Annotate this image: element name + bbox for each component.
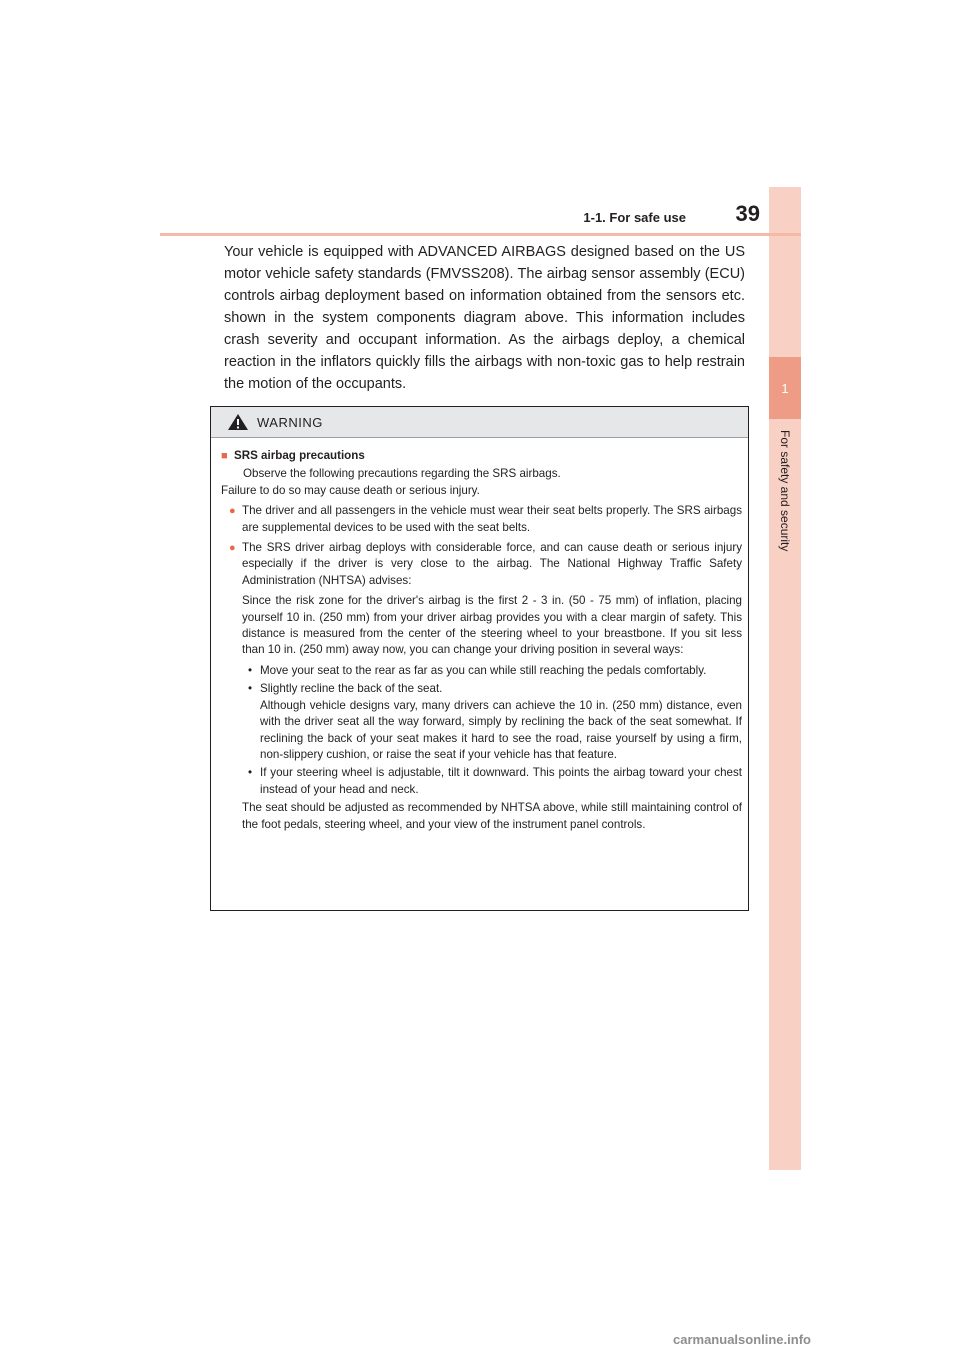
warning-body bbox=[211, 438, 748, 833]
sub-list-item bbox=[242, 663, 742, 679]
sub-list-item-content bbox=[260, 681, 742, 763]
intro-line-2: Failure to do so may cause death or serious injury. bbox=[221, 483, 480, 497]
sub-list-item-text: If your steering wheel is adjustable, tilt it downward. This points the airbag toward your chest instead of your head and neck. bbox=[260, 766, 742, 796]
sub-list-item-text: Move your seat to the rear as far as you can while still reaching the pedals comfortably. bbox=[260, 663, 707, 677]
dot-bullet-icon: • bbox=[248, 682, 253, 696]
list-item-content bbox=[242, 540, 742, 833]
precautions-heading bbox=[221, 448, 742, 464]
heading-text: SRS airbag precautions bbox=[234, 449, 365, 462]
dot-bullet-icon: • bbox=[248, 766, 253, 780]
header-rule bbox=[160, 233, 801, 236]
list-item bbox=[221, 540, 742, 833]
list-item-text: The SRS driver airbag deploys with considerable force, and can cause death or serious injury especially if the driver is very close to the airbag. The National Highway Traffic Safety Administration (NHTSA) advises: bbox=[242, 541, 742, 587]
intro-paragraph: Your vehicle is equipped with ADVANCED AIRBAGS designed based on the US motor vehicle safety standards (FMVSS208). The airbag sensor assembly (ECU) controls airbag deployment based on information obtained from the sensors etc. shown in the system components diagram above. This information includes crash severity and occupant information. As the airbags deploy, a chemical reaction in the inflators quickly fills the airbags with non-toxic gas to help restrain the motion of the occupants. bbox=[224, 244, 745, 392]
chapter-number: 1 bbox=[769, 357, 801, 419]
sub-list-item bbox=[242, 681, 742, 763]
watermark: carmanualsonline.info bbox=[673, 1332, 811, 1347]
sub-list-item-para: Although vehicle designs vary, many drivers can achieve the 10 in. (250 mm) distance, even with the driver seat all the way forward, simply by reclining the back of the seat somewhat. If reclining the back of your seat makes it hard to see the road, raise yourself by using a firm, non-slippery cushion, or raise the seat if your vehicle has that feature. bbox=[260, 698, 742, 761]
side-tab bbox=[769, 187, 801, 1170]
circle-bullet-icon: ● bbox=[229, 542, 236, 555]
sub-list-item bbox=[242, 765, 742, 798]
sub-list-item-text: Slightly recline the back of the seat. bbox=[260, 682, 443, 696]
risk-zone-paragraph: Since the risk zone for the driver's airbag is the first 2 - 3 in. (50 - 75 mm) of inflation, placing yourself 10 in. (250 mm) from your driver airbag provides you with a clear margin of safety. This distance is measured from the center of the steering wheel to your breastbone. If you sit less than 10 in. (250 mm) away now, you can change your driving position in several ways: bbox=[242, 594, 742, 657]
page-number: 39 bbox=[735, 201, 760, 226]
warning-title: WARNING bbox=[257, 414, 323, 430]
warning-box bbox=[210, 406, 749, 911]
intro-line-1: Observe the following precautions regarding the SRS airbags. bbox=[243, 467, 561, 481]
chapter-label: For safety and security bbox=[778, 430, 792, 552]
warning-triangle-icon bbox=[227, 413, 249, 431]
list-item-text: The driver and all passengers in the vehicle must wear their seat belts properly. The SRS airbags are supplemental devices to be used with the seat belts. bbox=[242, 504, 742, 534]
square-bullet-icon: ■ bbox=[221, 450, 228, 462]
list-item bbox=[221, 503, 742, 536]
warning-header bbox=[211, 407, 748, 438]
dot-bullet-icon: • bbox=[248, 663, 253, 677]
circle-bullet-icon: ● bbox=[229, 505, 236, 518]
section-title: 1-1. For safe use bbox=[583, 210, 686, 225]
closing-paragraph: The seat should be adjusted as recommended by NHTSA above, while still maintaining control of the foot pedals, steering wheel, and your view of the instrument panel controls. bbox=[242, 801, 742, 831]
precautions-intro bbox=[221, 466, 742, 482]
